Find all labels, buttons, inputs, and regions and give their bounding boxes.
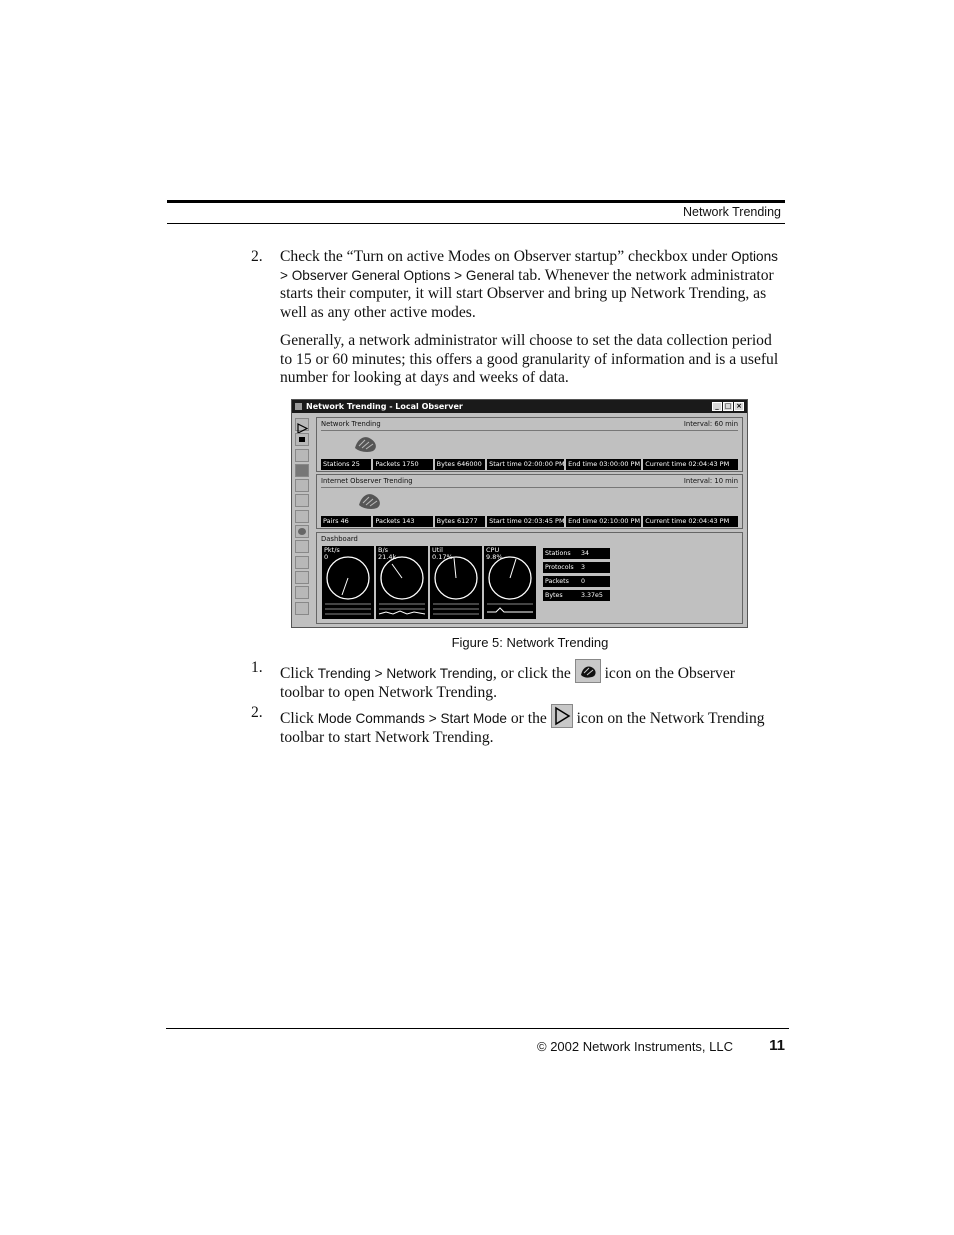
gauge-label: Util xyxy=(432,546,443,554)
running-header: Network Trending xyxy=(683,205,781,219)
menu-path: Trending > Network Trending xyxy=(317,666,493,681)
figure-caption: Figure 5: Network Trending xyxy=(451,635,609,650)
stat-label: Packets xyxy=(545,578,569,585)
header-rule-bottom xyxy=(167,223,785,224)
stat-value: 3.37e5 xyxy=(581,592,603,599)
step-text: icon on the Observer toolbar to open Network Trending. xyxy=(280,665,735,701)
dashboard-stat-packets xyxy=(543,576,610,587)
pencil-icon[interactable] xyxy=(295,449,309,462)
help-icon[interactable] xyxy=(295,602,309,615)
gauge-dial xyxy=(322,546,374,619)
trending-toolbar xyxy=(295,418,311,623)
dashboard-stat-bytes xyxy=(543,590,610,601)
stat-start-time: Start time 02:00:00 PM xyxy=(489,460,565,468)
gauge-utilization xyxy=(430,546,482,619)
maximize-icon[interactable]: □ xyxy=(724,402,732,410)
step-start-network-trending xyxy=(280,704,780,747)
start-mode-icon xyxy=(551,704,573,728)
step-number: 2. xyxy=(251,704,263,721)
dashboard-panel xyxy=(316,532,743,624)
step-number: 1. xyxy=(251,659,263,676)
page-number: 11 xyxy=(769,1037,785,1054)
panel-interval: Interval: 10 min xyxy=(683,477,738,485)
start-mode-icon[interactable] xyxy=(295,418,309,431)
panel-title: Network Trending xyxy=(321,420,381,428)
stat-packets: Packets 1750 xyxy=(373,459,432,470)
step-text: tab. Whenever the network administrator starts their computer, it will start Observer and bring up Network Trending, as well as any other active modes. xyxy=(280,266,774,321)
gauge-label: B/s xyxy=(378,546,389,554)
gauge-dial xyxy=(376,546,428,619)
stat-end-time: End time 03:00:00 PM xyxy=(568,460,641,468)
network-trending-panel xyxy=(316,417,743,472)
stat-current-time: Current time 02:04:43 PM xyxy=(643,459,738,470)
close-icon[interactable]: × xyxy=(734,402,744,411)
stat-packets: Packets 143 xyxy=(373,516,432,527)
step-number: 2. xyxy=(251,248,263,265)
stat-label: Stations xyxy=(545,550,571,557)
panel-stats xyxy=(321,516,738,527)
gauge-label: Pkt/s xyxy=(324,546,340,554)
stat-value: 0 xyxy=(581,578,586,585)
stat-label: Bytes xyxy=(545,592,563,599)
step-open-network-trending xyxy=(280,659,780,702)
step-text: Click xyxy=(280,665,318,682)
step-text: , or click the xyxy=(492,665,575,682)
gauge-cpu xyxy=(484,546,536,619)
app-icon xyxy=(295,403,302,410)
footer-rule xyxy=(166,1028,789,1029)
network-trending-icon xyxy=(575,659,601,683)
stat-stations: Stations 25 xyxy=(321,459,371,470)
dashboard-stat-stations xyxy=(543,548,610,559)
step-text: Check the “Turn on active Modes on Observer startup” checkbox under xyxy=(280,248,728,265)
stat-bytes: Bytes 646000 xyxy=(435,459,485,470)
gauge-dial xyxy=(430,546,482,619)
gauge-value: 0 xyxy=(324,553,329,561)
menu-path: Mode Commands > Start Mode xyxy=(317,711,507,726)
window-title: Network Trending - Local Observer xyxy=(306,402,463,411)
print-icon[interactable] xyxy=(295,556,309,569)
export-icon[interactable] xyxy=(295,586,309,599)
panel-stats xyxy=(321,459,738,470)
gauge-bytes-per-second xyxy=(376,546,428,619)
stop-icon[interactable] xyxy=(295,433,309,446)
settings-icon[interactable] xyxy=(295,479,309,492)
header-rule-top xyxy=(167,200,785,203)
internet-observer-trending-panel xyxy=(316,474,743,529)
stat-pairs: Pairs 46 xyxy=(321,516,371,527)
network-trending-window xyxy=(291,399,748,628)
panel-interval: Interval: 60 min xyxy=(683,420,738,428)
gauge-value: 9.8% xyxy=(486,553,503,561)
print-preview-icon[interactable] xyxy=(295,571,309,584)
step-text: Click xyxy=(280,710,318,727)
stat-start-time: Start time 02:03:45 PM xyxy=(489,517,565,525)
stat-bytes: Bytes 61277 xyxy=(435,516,485,527)
copyright: © 2002 Network Instruments, LLC xyxy=(537,1039,733,1054)
panel-title: Dashboard xyxy=(321,535,358,543)
gauge-dial xyxy=(484,546,536,619)
gauge-value: 21.4k xyxy=(378,553,397,561)
graph-icon[interactable] xyxy=(295,510,309,523)
stat-current-time: Current time 02:04:43 PM xyxy=(643,516,738,527)
stat-end-time: End time 02:10:00 PM xyxy=(568,517,641,525)
paragraph-general: Generally, a network administrator will choose to set the data collection period to 15 or 60 minutes; this offers a good granularity of information and is a useful number for looking at days and weeks of data. xyxy=(280,332,779,386)
chart-icon[interactable] xyxy=(295,464,309,477)
stat-value: 34 xyxy=(581,550,590,557)
stat-value: 3 xyxy=(581,564,586,571)
internet-trending-icon xyxy=(357,491,385,511)
gauge-value: 0.17% xyxy=(432,553,453,561)
panel-title: Internet Observer Trending xyxy=(321,477,413,485)
step-text: or the xyxy=(506,710,551,727)
gauge-label: CPU xyxy=(486,546,500,554)
grid-icon[interactable] xyxy=(295,494,309,507)
dashboard-stat-protocols xyxy=(543,562,610,573)
search-icon[interactable] xyxy=(295,540,309,553)
circle-icon[interactable] xyxy=(295,525,309,538)
minimize-icon[interactable]: _ xyxy=(712,402,722,411)
gauge-packets-per-second xyxy=(322,546,374,619)
step-turn-on-modes xyxy=(280,248,780,322)
window-titlebar xyxy=(292,400,747,413)
menu-path: Options > Observer General Options > General xyxy=(280,249,778,283)
stat-label: Protocols xyxy=(545,564,574,571)
step-text: icon on the Network Trending toolbar to start Network Trending. xyxy=(280,710,765,746)
trending-mode-icon xyxy=(353,434,381,454)
